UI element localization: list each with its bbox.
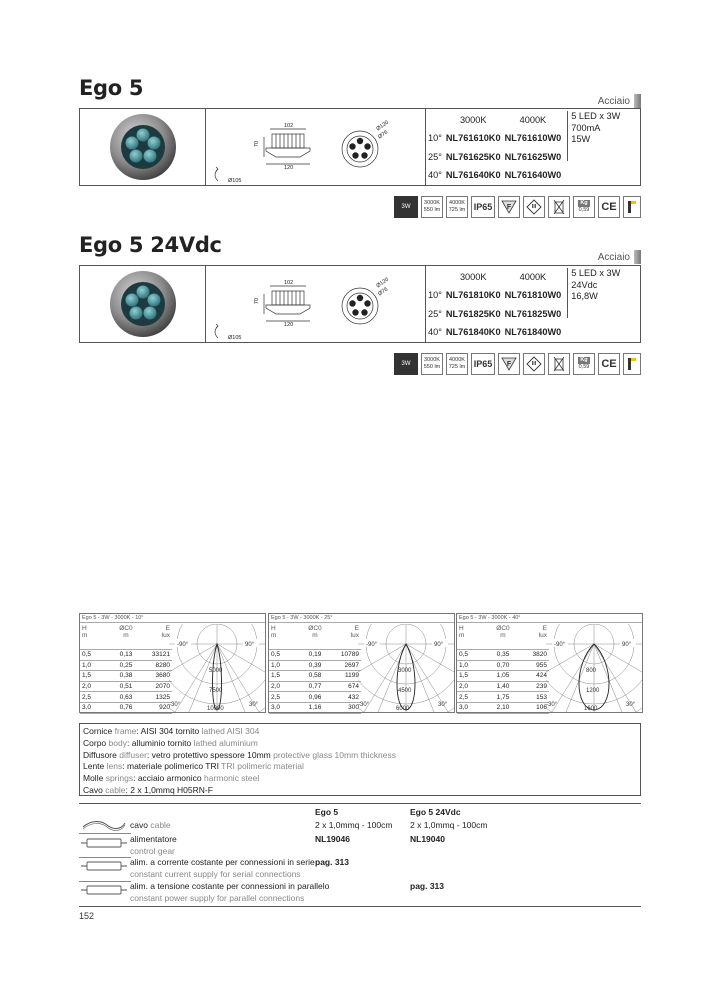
accessory-value-ego5-24vdc: NL19040 xyxy=(410,834,445,844)
lumen-badge-3000k xyxy=(421,353,443,375)
diameter-value: 0,70 xyxy=(496,661,510,669)
col-h-unit: m xyxy=(271,632,277,639)
material-label-en: lens xyxy=(106,761,123,772)
col-e: E xyxy=(542,625,547,632)
polar-label: 30° xyxy=(626,702,636,708)
beam-angle: 40° xyxy=(428,170,442,180)
polar-label: 1200 xyxy=(586,688,600,694)
lumen-value: 550 lm xyxy=(423,207,441,213)
finish-text: Acciaio xyxy=(597,95,630,107)
power-badge: 3W xyxy=(394,196,418,218)
accessory-value-ego5-24vdc: 2 x 1,0mmq - 100cm xyxy=(410,820,488,830)
class-iii-icon: III xyxy=(523,196,545,218)
row-divider xyxy=(79,833,131,834)
codes-cell xyxy=(426,109,640,185)
led-strip-icon xyxy=(623,353,641,375)
page-number: 152 xyxy=(79,911,95,921)
height-value: 1,0 xyxy=(459,661,469,669)
table-row xyxy=(269,650,361,661)
diameter-value: 0,13 xyxy=(119,651,133,659)
photometric-box xyxy=(456,613,643,713)
col-d: ØC0 xyxy=(308,625,322,632)
polar-label: 90° xyxy=(622,642,632,648)
product-code: NL761825W0 xyxy=(504,308,562,319)
spec-voltage: 24Vdc xyxy=(571,279,598,290)
product-spec-box xyxy=(79,108,641,186)
photometric-table xyxy=(457,624,549,714)
height-value: 0,5 xyxy=(459,651,469,659)
accessory-value-ego5: NL19046 xyxy=(315,834,350,844)
accessory-value-ego5-24vdc: pag. 313 xyxy=(410,881,445,891)
polar-label: -30° xyxy=(169,702,181,708)
finish-label xyxy=(598,250,641,264)
lux-value: 153 xyxy=(536,693,547,701)
lumen-badge-3000k xyxy=(421,196,443,218)
accessory-name: alim. a tensione costante per connessioni in parallelo xyxy=(130,881,330,891)
product-code: NL761825K0 xyxy=(445,308,501,319)
material-label: Cavo xyxy=(83,784,103,795)
polar-label: 6000 xyxy=(396,706,410,712)
col-e: E xyxy=(354,625,359,632)
polar-label: 10000 xyxy=(207,706,224,712)
height-value: 0,5 xyxy=(82,651,92,659)
finish-swatch xyxy=(634,94,641,108)
material-value-en: protective glass 10mm thickness xyxy=(273,749,396,760)
col-e: E xyxy=(165,625,170,632)
height-value: 2,0 xyxy=(459,683,469,691)
dim-bottom: 120 xyxy=(284,322,294,328)
accessory-name: alim. a corrente costante per connessioni in serie xyxy=(130,857,315,867)
constant-voltage-supply-icon xyxy=(81,883,127,897)
finish-text: Acciaio xyxy=(597,251,630,263)
table-row xyxy=(80,661,172,672)
dim-top: 102 xyxy=(284,123,294,129)
material-label-en: cable xyxy=(105,784,126,795)
spec-led: 5 LED x 3W xyxy=(571,111,621,121)
accessory-name-en: cable xyxy=(150,820,171,830)
product-photo-cell xyxy=(80,109,206,185)
polar-diagram xyxy=(546,624,642,712)
product-code: NL761840W0 xyxy=(504,327,562,337)
photometric-title: Ego 5 - 3W - 3000K - 25° xyxy=(269,614,454,623)
certification-icons xyxy=(394,196,641,218)
ce-mark-icon: CE xyxy=(598,196,620,218)
dim-top: 102 xyxy=(284,280,294,286)
weee-bin-icon xyxy=(548,196,570,218)
col-h: H xyxy=(82,625,87,632)
dim-height: 70 xyxy=(254,297,261,305)
ce-mark-icon: CE xyxy=(598,353,620,375)
lumen-kelvin: 3000K xyxy=(424,357,440,363)
diameter-value: 0,39 xyxy=(308,661,322,669)
polar-label: 1600 xyxy=(584,706,598,712)
header-4000k: 4000K xyxy=(519,271,547,282)
table-row xyxy=(269,661,361,672)
material-label-en: body xyxy=(108,737,127,748)
lumen-badge-4000k xyxy=(446,196,468,218)
polar-label: -90° xyxy=(177,642,189,648)
height-value: 1,0 xyxy=(271,661,281,669)
technical-drawing xyxy=(206,266,426,342)
dim-bottom: 120 xyxy=(284,165,294,171)
material-label-en: springs xyxy=(105,773,134,784)
beam-angle: 25° xyxy=(428,151,442,162)
lux-value: 8280 xyxy=(155,661,170,669)
table-row xyxy=(457,692,549,703)
diameter-value: 1,40 xyxy=(496,683,510,691)
diameter-value: 0,63 xyxy=(119,693,133,701)
polar-label: -30° xyxy=(546,702,558,708)
table-row xyxy=(269,703,361,714)
product-code: NL761840K0 xyxy=(445,327,501,337)
height-value: 2,0 xyxy=(271,683,281,691)
material-value: materiale polimerico TRI xyxy=(126,761,219,772)
spec-power: 16,8W xyxy=(571,291,598,301)
table-row xyxy=(80,682,172,693)
table-row xyxy=(80,671,172,682)
col-d: ØC0 xyxy=(496,625,510,632)
codes-cell xyxy=(426,266,640,342)
col-h: H xyxy=(459,625,464,632)
beam-angle: 40° xyxy=(428,327,442,337)
weight-value: 0,59 xyxy=(578,207,590,213)
height-value: 1,0 xyxy=(82,661,92,669)
table-row xyxy=(457,682,549,693)
product-title: Ego 5 xyxy=(79,76,144,100)
accessory-name-en: control gear xyxy=(130,845,175,856)
material-row: Lente lens: materiale polimerico TRI TRI polimeric material xyxy=(83,761,304,772)
technical-drawing xyxy=(206,109,426,185)
height-value: 2,5 xyxy=(82,693,92,701)
col-d-unit: m xyxy=(312,632,318,639)
accessory-name-en: constant current supply for serial connections xyxy=(130,868,301,879)
photometric-header xyxy=(269,624,361,650)
ip-rating-icon: IP65 xyxy=(471,353,495,375)
diameter-value: 0,76 xyxy=(119,704,133,712)
material-row: Diffusore diffuser: vetro protettivo spessore 10mm protective glass 10mm thickness xyxy=(83,749,396,760)
lux-value: 2697 xyxy=(344,661,359,669)
height-value: 1,5 xyxy=(82,672,92,680)
power-badge: 3W xyxy=(394,353,418,375)
product-code: NL761640K0 xyxy=(445,170,501,180)
polar-diagram xyxy=(358,624,454,712)
diameter-value: 0,58 xyxy=(308,672,322,680)
material-label-en: diffuser xyxy=(119,749,147,760)
dim-cutout: Ø105 xyxy=(228,335,242,341)
lumen-value: 550 lm xyxy=(423,364,441,370)
material-value: alluminio tornito xyxy=(131,737,192,748)
material-row: Cavo cable: 2 x 1,0mmq H05RN-F xyxy=(83,784,213,795)
col-h-unit: m xyxy=(82,632,88,639)
kg-glyph: Kg xyxy=(580,200,588,206)
weee-bin-icon xyxy=(548,353,570,375)
lux-value: 920 xyxy=(159,704,170,712)
col-d-unit: m xyxy=(123,632,129,639)
material-value-en: lathed AISI 304 xyxy=(201,726,260,736)
lumen-badge-4000k xyxy=(446,353,468,375)
table-row xyxy=(457,703,549,714)
beam-angle: 10° xyxy=(428,133,442,143)
lux-value: 239 xyxy=(536,683,547,691)
weight-icon xyxy=(573,353,595,375)
control-gear-icon xyxy=(81,836,127,850)
header-4000k: 4000K xyxy=(519,114,547,125)
table-row xyxy=(80,703,172,714)
materials-box xyxy=(79,723,641,796)
polar-label: 5000 xyxy=(209,668,223,674)
lux-value: 33121 xyxy=(151,651,170,659)
material-label: Corpo xyxy=(83,737,107,748)
material-row: Corpo body: alluminio tornito lathed aluminium xyxy=(83,737,258,748)
photometric-header xyxy=(80,624,172,650)
height-value: 1,5 xyxy=(271,672,281,680)
material-value: AISI 304 tornito xyxy=(140,726,200,736)
material-value-en: lathed aluminium xyxy=(193,737,258,748)
col-h-unit: m xyxy=(459,632,465,639)
photometric-header xyxy=(457,624,549,650)
col-e-unit: lux xyxy=(538,632,547,639)
accessories-box xyxy=(79,803,641,907)
lumen-kelvin: 4000K xyxy=(449,200,465,206)
product-photo-cell xyxy=(80,266,206,342)
accessory-col-ego5: Ego 5 xyxy=(315,807,339,817)
electrical-specs xyxy=(567,111,620,161)
diameter-value: 2,10 xyxy=(496,704,510,712)
photometric-box xyxy=(79,613,266,713)
col-d: ØC0 xyxy=(119,625,133,632)
polar-label: 90° xyxy=(434,642,444,648)
polar-label: 30° xyxy=(438,702,448,708)
constant-current-supply-icon xyxy=(81,859,127,873)
diameter-value: 0,51 xyxy=(119,683,133,691)
material-row: Cornice frame: AISI 304 tornito lathed AISI 304 xyxy=(83,726,260,736)
lux-value: 3680 xyxy=(155,672,170,680)
dimension-drawing xyxy=(206,109,426,187)
product-photo xyxy=(108,112,178,182)
height-value: 2,5 xyxy=(459,693,469,701)
accessory-value-ego5: 2 x 1,0mmq - 100cm xyxy=(315,820,393,830)
ip-rating-icon: IP65 xyxy=(471,196,495,218)
beam-angle: 25° xyxy=(428,308,442,319)
product-code: NL761810W0 xyxy=(504,290,562,300)
product-title: Ego 5 24Vdc xyxy=(79,233,222,257)
lux-value: 2070 xyxy=(155,683,170,691)
height-value: 2,0 xyxy=(82,683,92,691)
accessory-name-en: constant power supply for parallel connections xyxy=(130,892,305,903)
table-row xyxy=(80,650,172,661)
material-label-en: frame xyxy=(114,726,137,736)
height-value: 2,5 xyxy=(271,693,281,701)
material-value: 2 x 1,0mmq H05RN-F xyxy=(130,784,213,795)
accessory-name: cavo xyxy=(130,820,148,830)
dim-inner: Ø76 xyxy=(377,286,390,298)
height-value: 0,5 xyxy=(271,651,281,659)
polar-label: 90° xyxy=(245,642,255,648)
material-label: Molle xyxy=(83,773,104,784)
photometric-table xyxy=(269,624,361,714)
dimension-drawing xyxy=(206,266,426,344)
row-divider xyxy=(79,881,131,882)
product-code: NL761625W0 xyxy=(504,151,562,162)
photometric-title: Ego 5 - 3W - 3000K - 10° xyxy=(80,614,265,623)
material-value-en: harmonic steel xyxy=(203,773,260,784)
table-row xyxy=(80,692,172,703)
col-e-unit: lux xyxy=(161,632,170,639)
diameter-value: 0,19 xyxy=(308,651,322,659)
material-value: vetro protettivo spessore 10mm xyxy=(151,749,271,760)
accessory-name: alimentatore xyxy=(130,834,177,844)
height-value: 3,0 xyxy=(459,704,469,712)
diameter-value: 0,77 xyxy=(308,683,322,691)
lux-value: 424 xyxy=(536,672,547,680)
dim-inner: Ø76 xyxy=(377,129,390,141)
product-code: NL761810K0 xyxy=(445,290,501,300)
accessory-value-ego5: pag. 313 xyxy=(315,857,350,867)
col-d-unit: m xyxy=(500,632,506,639)
diameter-value: 0,96 xyxy=(308,693,322,701)
polar-label: 4500 xyxy=(398,688,412,694)
material-label: Diffusore xyxy=(83,749,117,760)
product-code: NL761640W0 xyxy=(504,170,562,180)
col-e-unit: lux xyxy=(350,632,359,639)
beam-angle: 10° xyxy=(428,290,442,300)
polar-label: 7500 xyxy=(209,688,223,694)
lumen-kelvin: 4000K xyxy=(449,357,465,363)
material-value: acciaio armonico xyxy=(137,773,202,784)
material-value-en: TRI polimeric material xyxy=(221,761,304,772)
diameter-value: 1,05 xyxy=(496,672,510,680)
material-row: Molle springs: acciaio armonico harmonic steel xyxy=(83,773,260,784)
product-spec-box xyxy=(79,265,641,343)
cable-icon xyxy=(81,818,127,832)
dim-height: 70 xyxy=(254,140,261,148)
dim-outer: Ø120 xyxy=(375,119,390,133)
height-value: 1,5 xyxy=(459,672,469,680)
polar-label: 30° xyxy=(249,702,259,708)
table-row xyxy=(269,692,361,703)
height-value: 3,0 xyxy=(82,704,92,712)
product-code: NL761610W0 xyxy=(504,133,562,143)
table-row xyxy=(457,661,549,672)
table-row xyxy=(269,682,361,693)
polar-label: 800 xyxy=(586,668,597,674)
kg-glyph: Kg xyxy=(580,357,588,363)
table-row xyxy=(457,650,549,661)
lux-value: 1325 xyxy=(155,693,170,701)
lux-value: 10789 xyxy=(340,651,359,659)
lux-value: 1199 xyxy=(345,672,359,680)
lux-value: 955 xyxy=(536,661,547,669)
lux-value: 300 xyxy=(348,704,359,712)
diameter-value: 1,16 xyxy=(308,704,322,712)
row-divider xyxy=(79,857,131,858)
finish-swatch xyxy=(634,250,641,264)
electrical-specs xyxy=(567,268,620,318)
lumen-value: 725 lm xyxy=(448,207,466,213)
diameter-value: 0,35 xyxy=(496,651,510,659)
diameter-value: 0,25 xyxy=(119,661,133,669)
polar-diagram xyxy=(169,624,265,712)
spec-led: 5 LED x 3W xyxy=(571,268,621,278)
led-strip-icon xyxy=(623,196,641,218)
lumen-value: 725 lm xyxy=(448,364,466,370)
spec-power: 15W xyxy=(571,134,591,144)
table-row xyxy=(269,671,361,682)
polar-label: -90° xyxy=(554,642,566,648)
class-iii-icon: III xyxy=(523,353,545,375)
photometric-box xyxy=(268,613,455,713)
codes-table xyxy=(426,268,563,342)
lux-value: 3820 xyxy=(532,651,547,659)
lumen-kelvin: 3000K xyxy=(424,200,440,206)
lux-value: 432 xyxy=(348,693,359,701)
lux-value: 674 xyxy=(348,683,359,691)
f-mark-icon: F xyxy=(498,196,520,218)
height-value: 3,0 xyxy=(271,704,281,712)
codes-table xyxy=(426,111,563,185)
table-row xyxy=(457,671,549,682)
diameter-value: 0,38 xyxy=(119,672,133,680)
diameter-value: 1,75 xyxy=(496,693,510,701)
weight-value: 0,59 xyxy=(578,364,590,370)
product-code: NL761610K0 xyxy=(445,133,501,143)
lux-value: 106 xyxy=(536,704,547,712)
material-label: Cornice xyxy=(83,726,113,736)
spec-current: 700mA xyxy=(571,122,601,133)
photometric-table xyxy=(80,624,172,714)
f-mark-icon: F xyxy=(498,353,520,375)
product-code: NL761625K0 xyxy=(445,151,501,162)
accessory-col-ego5-24vdc: Ego 5 24Vdc xyxy=(410,807,461,817)
finish-label xyxy=(598,94,641,108)
col-h: H xyxy=(271,625,276,632)
header-3000k: 3000K xyxy=(459,271,487,282)
polar-label: -30° xyxy=(358,702,370,708)
weight-icon xyxy=(573,196,595,218)
dim-outer: Ø120 xyxy=(375,276,390,290)
photometric-title: Ego 5 - 3W - 3000K - 40° xyxy=(457,614,642,623)
material-label: Lente xyxy=(83,761,105,772)
polar-label: 3000 xyxy=(398,668,412,674)
dim-cutout: Ø105 xyxy=(228,178,242,184)
header-3000k: 3000K xyxy=(459,114,487,125)
polar-label: -90° xyxy=(366,642,378,648)
product-photo xyxy=(108,269,178,339)
certification-icons xyxy=(394,353,641,375)
